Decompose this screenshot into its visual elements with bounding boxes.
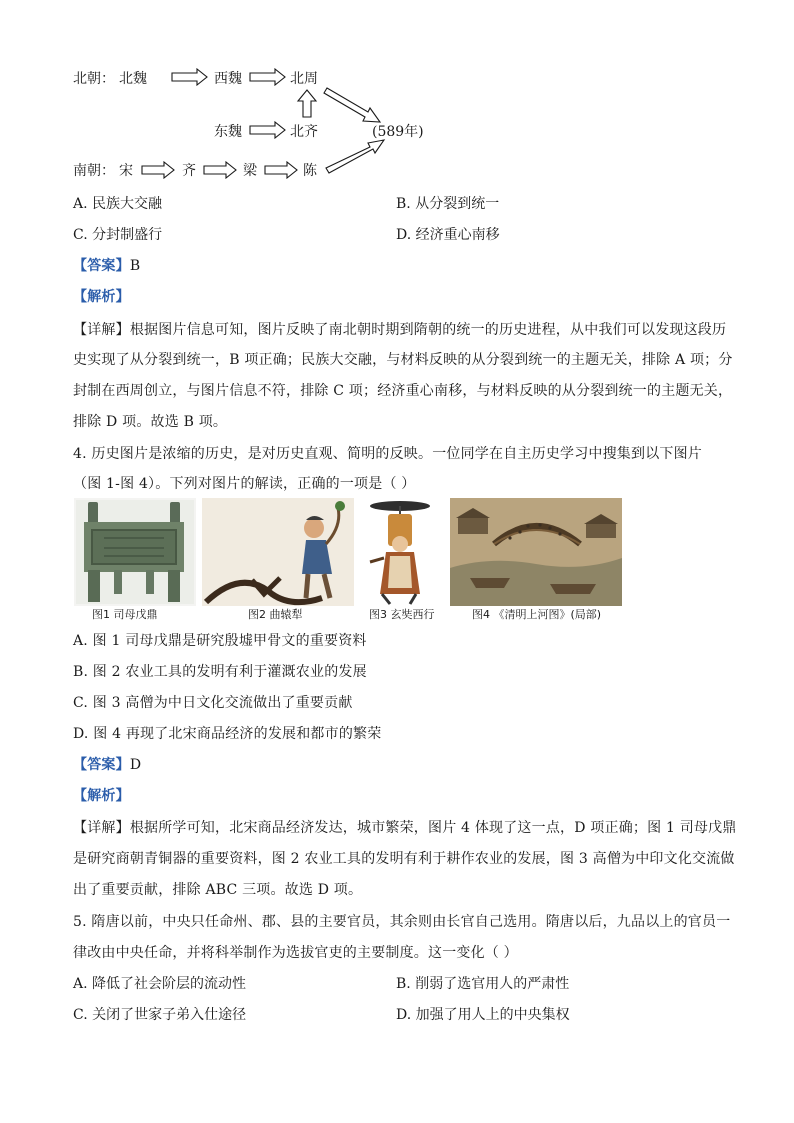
figure-2-plough-image	[202, 498, 354, 606]
q5-option-a[interactable]: A. 降低了社会阶层的流动性	[73, 976, 247, 992]
answer-tag: 【答案】	[73, 757, 130, 773]
answer-tag: 【答案】	[73, 258, 130, 274]
xuanzang-illustration	[360, 498, 444, 606]
beiqi-label: 北齐	[290, 124, 318, 140]
detail-tag: 【详解】	[73, 820, 130, 836]
arrow-beiqi-beizhou	[298, 90, 316, 117]
q3-option-a[interactable]: A. 民族大交融	[73, 196, 163, 212]
diagram-arrows	[0, 0, 794, 190]
figure-4-caption: 图4 《清明上河图》(局部)	[472, 608, 602, 621]
q4-option-c[interactable]: C. 图 3 高僧为中日文化交流做出了重要贡献	[73, 695, 353, 711]
arrow-dongwei-beiqi	[250, 122, 285, 138]
liang-label: 梁	[243, 163, 257, 179]
q4-answer	[73, 754, 721, 774]
q3-option-d[interactable]: D. 经济重心南移	[396, 227, 500, 243]
analysis-tag: 【解析】	[73, 788, 130, 804]
q3-option-b[interactable]: B. 从分裂到统一	[396, 196, 500, 212]
qi-label: 齐	[182, 163, 196, 179]
south-label: 南朝：	[73, 163, 115, 179]
figure-3-caption: 图3 玄奘西行	[369, 608, 435, 621]
beizhou-label: 北周	[290, 71, 318, 87]
detail-tag: 【详解】	[73, 322, 130, 338]
arrow-xiwei-beizhou	[250, 69, 285, 85]
q4-option-a[interactable]: A. 图 1 司母戊鼎是研究殷墟甲骨文的重要资料	[73, 633, 367, 649]
xiwei-label: 西魏	[214, 71, 242, 87]
dongwei-label: 东魏	[214, 124, 242, 140]
q4-detail-line-1	[73, 817, 737, 837]
q3-detail-line-1	[73, 319, 727, 339]
q5-option-c[interactable]: C. 关闭了世家子弟入仕途径	[73, 1007, 247, 1023]
q5-option-b[interactable]: B. 削弱了选官用人的严肃性	[396, 976, 570, 992]
q4-option-b[interactable]: B. 图 2 农业工具的发明有利于灌溉农业的发展	[73, 664, 367, 680]
q3-detail-line-2: 史实现了从分裂到统一，B 项正确；民族大交融，与材料反映的从分裂到统一的主题无关，排除 A 项；分	[73, 352, 733, 368]
figure-2-caption: 图2 曲辕犁	[248, 608, 303, 621]
analysis-tag: 【解析】	[73, 289, 130, 305]
q4-analysis-heading	[73, 785, 721, 805]
q3-detail-line-4: 排除 D 项。故选 B 项。	[73, 414, 228, 430]
q5-option-d[interactable]: D. 加强了用人上的中央集权	[396, 1007, 570, 1023]
arrow-qi-liang	[204, 162, 236, 178]
q3-answer	[73, 255, 721, 275]
arrow-beizhou-589	[324, 88, 380, 122]
q4-detail-line-2: 是研究商朝青铜器的重要资料，图 2 农业工具的发明有利于耕作农业的发展，图 3 高僧为中印文化交流做	[73, 851, 735, 867]
q5-stem-line-2: 律改由中央任命，并将科举制作为选拔官吏的主要制度。这一变化（ ）	[73, 945, 518, 961]
arrow-chen-589	[326, 140, 384, 173]
q3-option-c[interactable]: C. 分封制盛行	[73, 227, 163, 243]
arrow-liang-chen	[265, 162, 297, 178]
figure-4-qingming-painting-image	[450, 498, 622, 606]
q4-detail-line-3: 出了重要贡献，排除 ABC 三项。故选 D 项。	[73, 882, 363, 898]
beiwei-label: 北魏	[119, 71, 147, 87]
q3-analysis-heading	[73, 286, 721, 306]
q3-detail-line-3: 封制在西周创立，与图片信息不符，排除 C 项；经济重心南移，与材料反映的从分裂到统一的主题无关，	[73, 383, 733, 399]
figure-1-ding-image	[74, 498, 196, 606]
detail-text: 根据所学可知，北宋商品经济发达，城市繁荣，图片 4 体现了这一点，D 项正确；图 1 司母戊鼎	[129, 820, 737, 836]
figure-3-xuanzang-image	[360, 498, 444, 606]
q4-option-d[interactable]: D. 图 4 再现了北宋商品经济的发展和都市的繁荣	[73, 726, 382, 742]
north-label: 北朝：	[73, 71, 115, 87]
arrow-song-qi	[142, 162, 174, 178]
answer-value: D	[129, 757, 142, 773]
q4-stem-line-1: 4. 历史图片是浓缩的历史，是对历史直观、简明的反映。一位同学在自主历史学习中搜集到以下图片	[73, 446, 703, 462]
year-589-label: (589年)	[372, 124, 424, 140]
detail-text: 根据图片信息可知，图片反映了南北朝时期到隋朝的统一的历史进程，从中我们可以发现这段历	[129, 322, 727, 338]
answer-value: B	[129, 258, 141, 274]
qingming-illustration	[450, 498, 622, 606]
arrow-beiwei-xiwei	[172, 69, 207, 85]
chen-label: 陈	[303, 163, 317, 179]
q4-stem-line-2: （图 1-图 4）。下列对图片的解读，正确的一项是（ ）	[73, 476, 416, 492]
song-label: 宋	[119, 163, 133, 179]
plough-illustration	[202, 498, 354, 606]
q5-stem-line-1: 5. 隋唐以前，中央只任命州、郡、县的主要官员，其余则由长官自己选用。隋唐以后，九品以上的官员一	[73, 914, 731, 930]
figure-1-caption: 图1 司母戊鼎	[92, 608, 158, 621]
ding-illustration	[74, 498, 196, 606]
